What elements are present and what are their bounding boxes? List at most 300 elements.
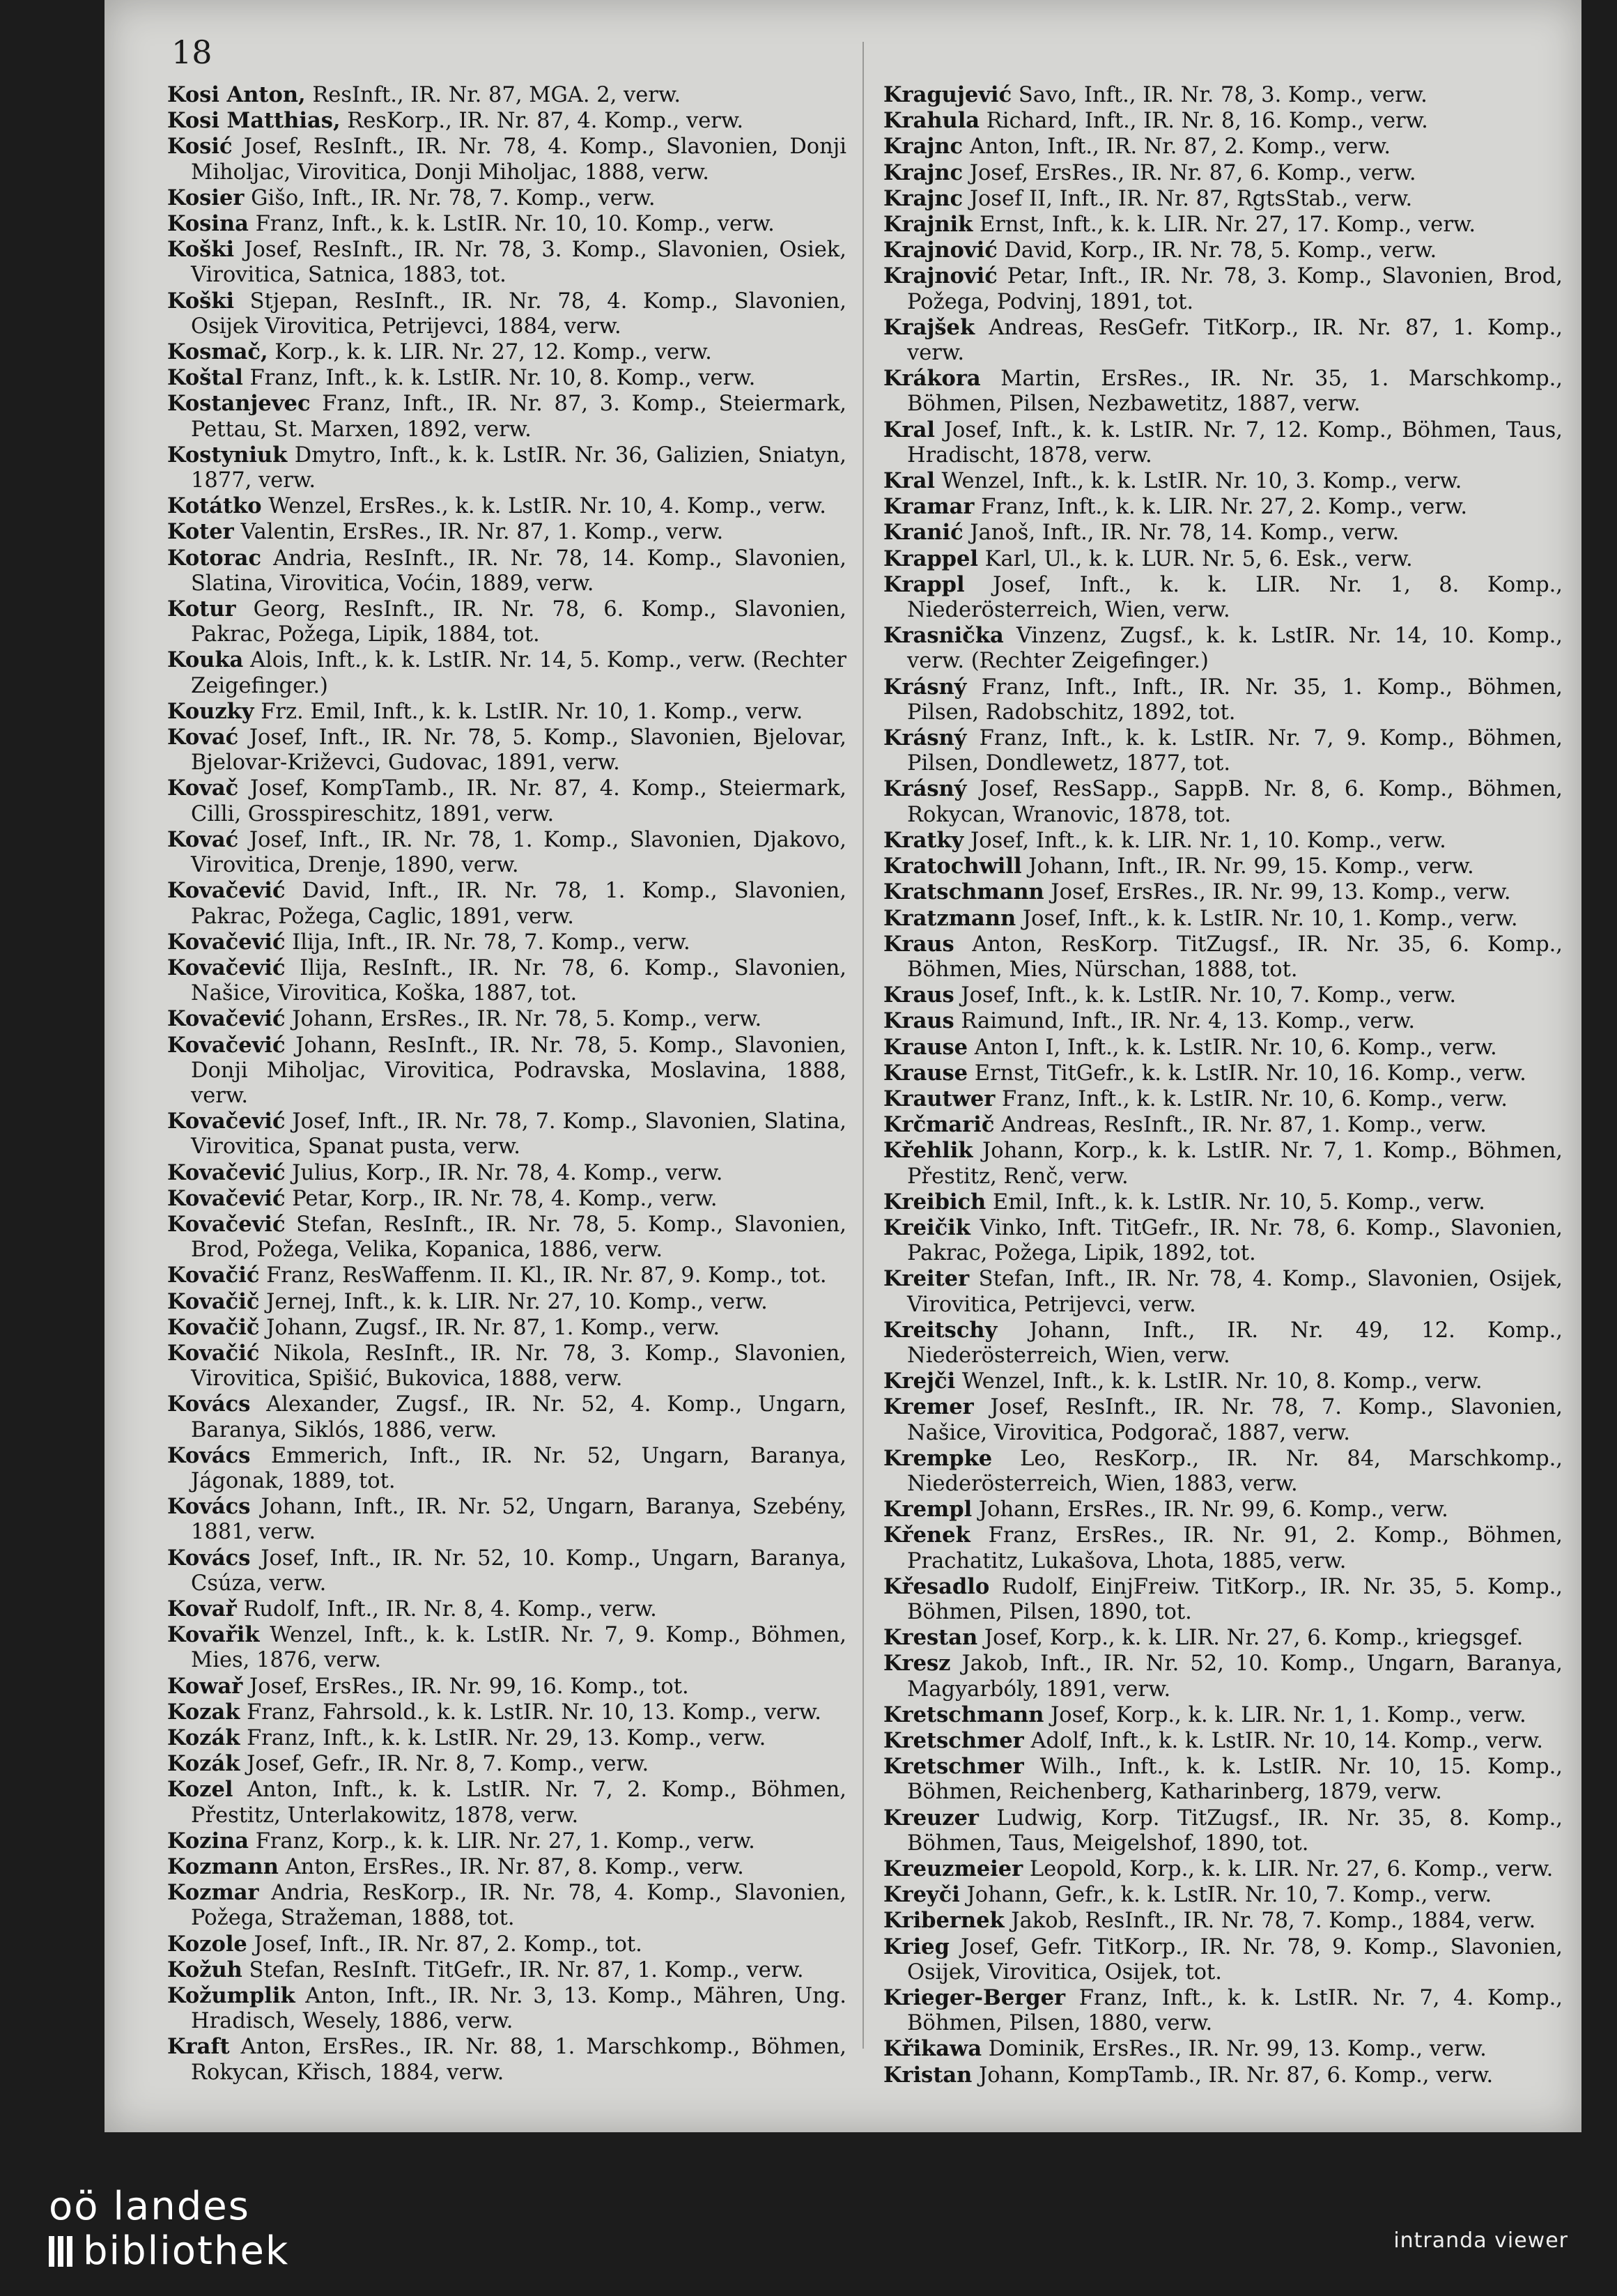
register-entry [883,2036,1563,2062]
entry-surname: Krajšek [883,314,975,340]
entry-details: Adolf, Inft., k. k. LstIR. Nr. 10, 14. Komp., verw. [1023,1729,1543,1753]
register-entry [883,160,1563,186]
entry-details: Emil, Inft., k. k. LstIR. Nr. 10, 5. Komp., verw. [986,1189,1485,1215]
entry-details: Stjepan, ResInft., IR. Nr. 78, 4. Komp., Slavonien, Osijek Virovitica, Petrijevci, 1884, verw. [191,288,846,339]
entry-surname: Krieg [883,1934,950,1959]
entry-surname: Kovač [167,776,239,801]
register-entry [883,675,1563,725]
entry-surname: Krásný [883,776,967,802]
register-entry [167,211,846,237]
entry-details: Franz, Korp., k. k. LIR. Nr. 27, 1. Komp., verw. [249,1828,755,1854]
entry-details: Josef, ResInft., IR. Nr. 78, 3. Komp., Slavonien, Osiek, Virovitica, Satnica, 1883, tot. [191,238,846,288]
entry-details: Ludwig, Korp. TitZugsf., IR. Nr. 35, 8. Komp., Böhmen, Taus, Meigelshof, 1890, tot. [907,1805,1563,1856]
register-entry [883,1497,1563,1523]
entry-surname: Kovačević [167,1109,286,1134]
entry-surname: Krieger-Berger [883,1985,1066,2011]
entry-details: Josef, Inft., IR. Nr. 78, 5. Komp., Slavonien, Bjelovar, Bjelovar-Križevci, Gudovac, 1891, verw. [191,725,846,776]
entry-details: Richard, Inft., IR. Nr. 8, 16. Komp., verw. [980,109,1428,134]
entry-details: Franz, ErsRes., IR. Nr. 91, 2. Komp., Böhmen, Prachatitz, Lukašova, Lhota, 1885, verw. [907,1523,1563,1573]
entry-details: Anton I, Inft., k. k. LstIR. Nr. 10, 6. Komp., verw. [968,1035,1497,1060]
entry-details: Wenzel, Inft., k. k. LstIR. Nr. 7, 9. Komp., Böhmen, Mies, 1876, verw. [191,1623,846,1673]
register-entry [883,134,1563,160]
entry-details: Wilh., Inft., k. k. LstIR. Nr. 10, 15. Komp., Böhmen, Reichenberg, Katharinberg, 1879, verw. [907,1755,1563,1805]
entry-details: Johann, Inft., IR. Nr. 99, 15. Komp., verw. [1021,854,1474,879]
register-entry [883,1394,1563,1445]
register-entry [883,1985,1563,2036]
register-entry [167,955,846,1006]
entry-details: David, Inft., IR. Nr. 78, 1. Komp., Slavonien, Pakrac, Požega, Caglic, 1891, verw. [191,879,846,929]
entry-details: Korp., k. k. LIR. Nr. 27, 12. Komp., verw. [268,340,712,365]
entry-surname: Kosić [167,134,233,160]
register-entry [883,776,1563,827]
entry-details: Julius, Korp., IR. Nr. 78, 4. Komp., verw. [285,1160,723,1185]
entry-details: Franz, Inft., k. k. LIR. Nr. 27, 2. Komp., verw. [974,495,1468,520]
entry-details: Josef, Inft., k. k. LIR. Nr. 1, 8. Komp., Niederösterreich, Wien, verw. [907,572,1563,623]
register-entry [883,1266,1563,1317]
register-entry [167,1212,846,1263]
register-entry [883,238,1563,263]
register-entry [167,1263,846,1288]
register-entry [883,1215,1563,1266]
register-entry [167,1341,846,1392]
entry-details: Franz, Inft., k. k. LstIR. Nr. 10, 10. Komp., verw. [248,212,775,237]
entry-surname: Kratochwill [883,854,1022,879]
entry-details: Frz. Emil, Inft., k. k. LstIR. Nr. 10, 1. Komp., verw. [254,699,803,724]
entry-surname: Kretschmer [883,1728,1024,1753]
entry-surname: Kozák [167,1751,240,1777]
entry-surname: Kozel [167,1777,233,1803]
entry-surname: Kovačević [167,1211,286,1237]
entry-details: Johann, KompTamb., IR. Nr. 87, 6. Komp., verw. [972,2063,1494,2088]
entry-details: Raimund, Inft., IR. Nr. 4, 13. Komp., verw. [954,1009,1416,1034]
register-entry [167,1700,846,1725]
entry-surname: Kozole [167,1931,247,1957]
entry-details: Petar, Korp., IR. Nr. 78, 4. Komp., verw. [285,1186,718,1211]
entry-surname: Krempl [883,1497,973,1523]
register-entry [883,1625,1563,1651]
entry-details: Josef, Inft., k. k. LIR. Nr. 1, 10. Komp., verw. [964,828,1446,853]
entry-details: Alexander, Zugsf., IR. Nr. 52, 4. Komp., Ungarn, Baranya, Siklós, 1886, verw. [191,1392,846,1442]
entry-surname: Kranić [883,520,964,546]
entry-surname: Kotur [167,596,236,622]
register-entry [167,1160,846,1186]
register-entry [883,1112,1563,1138]
entry-details: Gišo, Inft., IR. Nr. 78, 7. Komp., verw. [244,185,656,210]
entry-details: Josef, Inft., k. k. LstIR. Nr. 10, 7. Komp., verw. [954,983,1457,1008]
entry-details: Ilija, Inft., IR. Nr. 78, 7. Komp., verw. [285,930,690,955]
entry-details: David, Korp., IR. Nr. 78, 5. Komp., verw. [997,238,1437,263]
entry-surname: Křenek [883,1523,970,1548]
entry-details: Franz, Inft., k. k. LstIR. Nr. 7, 9. Komp., Böhmen, Pilsen, Dondlewetz, 1877, tot. [907,726,1563,776]
entry-surname: Kovařik [167,1622,260,1648]
register-entry [167,596,846,647]
entry-surname: Kovačević [167,1185,286,1211]
entry-surname: Kovačič [167,1314,260,1340]
register-entry [883,1702,1563,1728]
register-entry [883,263,1563,314]
register-entry [883,1189,1563,1215]
entry-surname: Kovačević [167,1006,286,1032]
scanned-page [105,0,1581,2132]
entry-details: Nikola, ResInft., IR. Nr. 78, 3. Komp., Slavonien, Virovitica, Spišić, Bukovica, 1888, verw. [191,1341,846,1392]
entry-surname: Kribernek [883,1908,1005,1934]
entry-details: Rudolf, Inft., IR. Nr. 8, 4. Komp., verw. [236,1596,657,1621]
register-entry [167,237,846,288]
entry-surname: Koški [167,288,235,314]
register-entry [883,366,1563,417]
register-entry [883,468,1563,494]
entry-details: Anton, Inft., IR. Nr. 87, 2. Komp., verw. [963,134,1391,160]
register-entry [167,1854,846,1880]
entry-surname: Kovács [167,1442,251,1468]
entry-surname: Krause [883,1034,968,1060]
entry-surname: Kostyniuk [167,442,288,468]
register-entry [167,1957,846,1983]
entry-surname: Kratschmann [883,879,1044,905]
register-entry [167,1880,846,1931]
entry-details: Franz, Inft., k. k. LstIR. Nr. 29, 13. Komp., verw. [240,1726,766,1750]
entry-details: Ilija, ResInft., IR. Nr. 78, 6. Komp., Slavonien, Našice, Virovitica, Koška, 1887, tot. [191,955,846,1006]
entry-details: Petar, Inft., IR. Nr. 78, 3. Komp., Slavonien, Brod, Požega, Podvinj, 1891, tot. [907,264,1563,314]
entry-surname: Kovačić [167,1263,260,1288]
entry-surname: Krappel [883,546,978,571]
viewer-label: intranda viewer [1393,2228,1568,2253]
page-number: 18 [171,33,212,71]
entry-details: Johann, Inft., IR. Nr. 49, 12. Komp., Niederösterreich, Wien, verw. [907,1318,1563,1368]
entry-surname: Kovács [167,1392,251,1417]
register-entry [167,1777,846,1828]
register-entry [883,1138,1563,1189]
register-entry [167,288,846,339]
register-entry [167,647,846,698]
register-entry [167,1932,846,1957]
entry-details: Janoš, Inft., IR. Nr. 78, 14. Komp., verw. [963,521,1400,546]
register-entry [167,1443,846,1494]
register-entry [883,1934,1563,1985]
entry-surname: Kovačević [167,878,286,904]
register-entry [883,186,1563,212]
register-entry [167,827,846,878]
register-entry [167,1392,846,1442]
entry-details: Jakob, Inft., IR. Nr. 52, 10. Komp., Ungarn, Baranya, Magyarbóly, 1891, verw. [907,1651,1563,1702]
register-entry [883,1446,1563,1497]
register-entry [883,1908,1563,1934]
entry-details: Johann, Inft., IR. Nr. 52, Ungarn, Baranya, Szebény, 1881, verw. [191,1495,846,1545]
entry-surname: Kozák [167,1725,240,1750]
entry-surname: Kovács [167,1494,251,1520]
register-entry [883,983,1563,1008]
register-entry [883,1369,1563,1394]
logo-line-2: bibliothek [83,2228,290,2274]
entry-details: Savo, Inft., IR. Nr. 78, 3. Komp., verw. [1012,83,1428,107]
entry-surname: Kozmann [167,1854,279,1880]
entry-details: Jakob, ResInft., IR. Nr. 78, 7. Komp., 1884, verw. [1004,1909,1536,1934]
entry-details: Andreas, ResGefr. TitKorp., IR. Nr. 87, 1. Komp., verw. [907,315,1563,366]
register-entry [883,1318,1563,1369]
register-entry [167,1751,846,1777]
entry-details: Alois, Inft., k. k. LstIR. Nr. 14, 5. Komp., verw. (Rechter Zeigefinger.) [191,648,846,698]
register-entry [883,494,1563,520]
entry-surname: Kretschmer [883,1754,1024,1780]
entry-surname: Kouka [167,647,244,673]
entry-surname: Kosier [167,185,245,210]
entry-details: Emmerich, Inft., IR. Nr. 52, Ungarn, Baranya, Jágonak, 1889, tot. [191,1443,846,1493]
entry-surname: Kovař [167,1596,237,1621]
register-entry [883,1523,1563,1573]
register-entry [167,134,846,185]
entry-surname: Kratzmann [883,905,1016,931]
register-entry [167,1596,846,1622]
entry-details: Leopold, Korp., k. k. LIR. Nr. 27, 6. Komp., verw. [1023,1857,1554,1882]
entry-surname: Kragujević [883,82,1012,107]
entry-surname: Krause [883,1060,968,1086]
entry-surname: Krajnik [883,212,973,238]
register-entry [883,1086,1563,1112]
entry-details: Josef, Inft., k. k. LstIR. Nr. 10, 1. Komp., verw. [1016,906,1518,931]
register-entry [167,1006,846,1032]
entry-surname: Kraus [883,931,954,957]
register-entry [883,572,1563,623]
entry-surname: Kreyči [883,1882,960,1908]
register-entry [883,315,1563,366]
entry-surname: Kreuzer [883,1805,979,1831]
entry-details: Johann, ResInft., IR. Nr. 78, 5. Komp., Slavonien, Donji Miholjac, Virovitica, Podravska, Moslavina, 1888, verw. [191,1033,846,1108]
entry-details: Johann, Zugsf., IR. Nr. 87, 1. Komp., verw. [259,1315,720,1340]
register-entry [883,1574,1563,1625]
entry-surname: Krautwer [883,1086,996,1111]
entry-details: Franz, Inft., k. k. LstIR. Nr. 10, 6. Komp., verw. [995,1086,1508,1111]
register-entry [883,546,1563,572]
register-entry [883,1651,1563,1702]
entry-surname: Kramar [883,494,975,520]
entry-surname: Kovać [167,826,239,852]
entry-surname: Koški [167,237,235,263]
entry-details: Franz, Inft., Inft., IR. Nr. 35, 1. Komp., Böhmen, Pilsen, Radobschitz, 1892, tot. [907,675,1563,725]
entry-details: Andria, ResInft., IR. Nr. 78, 14. Komp., Slavonien, Slatina, Virovitica, Voćin, 1889, verw. [191,546,846,596]
register-entry [167,776,846,826]
entry-surname: Kotorac [167,545,262,571]
entry-surname: Kotátko [167,493,262,519]
entry-details: Wenzel, ErsRes., k. k. LstIR. Nr. 10, 4. Komp., verw. [261,494,826,519]
entry-surname: Krajnc [883,185,964,211]
register-entry [883,2063,1563,2088]
entry-surname: Kreuzmeier [883,1856,1023,1882]
entry-surname: Kovačević [167,1032,286,1058]
entry-details: Josef, ErsRes., IR. Nr. 87, 6. Komp., verw. [963,160,1416,185]
entry-details: Dominik, ErsRes., IR. Nr. 99, 13. Komp., verw. [982,2037,1487,2062]
entry-details: Dmytro, Inft., k. k. LstIR. Nr. 36, Galizien, Sniatyn, 1877, verw. [191,442,846,493]
entry-surname: Kosina [167,211,249,237]
entry-surname: Kouzky [167,698,254,724]
entry-surname: Kretschmann [883,1702,1044,1727]
register-entry [883,906,1563,932]
entry-surname: Kraft [167,2034,230,2060]
register-entry [883,1882,1563,1908]
register-entry [167,442,846,493]
entry-surname: Kral [883,417,935,442]
register-entry [167,1828,846,1854]
entry-details: Ernst, TitGefr., k. k. LstIR. Nr. 10, 16. Komp., verw. [968,1061,1526,1086]
entry-details: Wenzel, Inft., k. k. LstIR. Nr. 10, 3. Komp., verw. [934,469,1462,494]
entry-surname: Krestan [883,1625,978,1651]
entry-details: Josef, ErsRes., IR. Nr. 99, 13. Komp., verw. [1044,880,1511,905]
register-entry [883,1754,1563,1805]
register-entry [883,623,1563,674]
entry-details: Johann, ErsRes., IR. Nr. 78, 5. Komp., verw. [285,1007,762,1032]
entry-surname: Kral [883,468,935,494]
entry-details: Stefan, ResInft., IR. Nr. 78, 5. Komp., Slavonien, Brod, Požega, Velika, Kopanica, 1886, verw. [191,1212,846,1263]
entry-surname: Krásný [883,674,967,700]
register-entry [167,1546,846,1596]
entry-details: Josef, Korp., k. k. LIR. Nr. 1, 1. Komp., verw. [1044,1702,1526,1727]
entry-surname: Krásný [883,725,967,751]
entry-details: Josef II, Inft., IR. Nr. 87, RgtsStab., verw. [963,186,1413,211]
entry-details: Anton, ErsRes., IR. Nr. 88, 1. Marschkomp., Böhmen, Rokycan, Křisch, 1884, verw. [191,2035,846,2085]
entry-surname: Kozmar [167,1880,259,1906]
register-entry [167,1033,846,1109]
entry-surname: Kremer [883,1394,974,1420]
entry-details: Josef, ResInft., IR. Nr. 78, 4. Komp., Slavonien, Donji Miholjac, Virovitica, Donji Miholjac, 1888, verw. [191,134,846,185]
entry-details: Josef, Inft., IR. Nr. 78, 7. Komp., Slavonien, Slatina, Virovitica, Spanat pusta, verw. [191,1109,846,1159]
left-column [167,82,846,2086]
entry-details: Josef, Korp., k. k. LIR. Nr. 27, 6. Komp., kriegsgef. [977,1626,1524,1651]
entry-details: Anton, ErsRes., IR. Nr. 87, 8. Komp., verw. [278,1855,744,1880]
entry-details: Josef, Gefr. TitKorp., IR. Nr. 78, 9. Komp., Slavonien, Osijek, Virovitica, Osijek, tot. [907,1934,1563,1985]
register-entry [883,828,1563,854]
library-logo [49,2185,289,2274]
entry-surname: Kosmač, [167,339,268,365]
entry-details: Franz, Fahrsold., k. k. LstIR. Nr. 10, 13. Komp., verw. [240,1700,821,1725]
register-entry [167,365,846,391]
register-entry [167,108,846,134]
entry-details: Josef, ErsRes., IR. Nr. 99, 16. Komp., tot. [242,1674,689,1699]
entry-surname: Kreitschy [883,1317,998,1343]
register-entry [883,1856,1563,1882]
register-entry [883,725,1563,776]
register-entry [883,932,1563,983]
register-entry [167,339,846,365]
entry-details: Franz, Inft., IR. Nr. 87, 3. Komp., Steiermark, Pettau, St. Marxen, 1892, verw. [191,392,846,442]
entry-details: Vinko, Inft. TitGefr., IR. Nr. 78, 6. Komp., Slavonien, Pakrac, Požega, Lipik, 1892, tot. [907,1215,1563,1266]
entry-details: Franz, ResWaffenm. II. Kl., IR. Nr. 87, 9. Komp., tot. [259,1263,827,1288]
entry-surname: Křehlik [883,1138,973,1164]
register-entry [167,391,846,442]
register-entry [167,725,846,776]
entry-surname: Kreibich [883,1189,987,1215]
entry-surname: Křesadlo [883,1573,990,1599]
register-entry [883,82,1563,108]
entry-details: Josef, Inft., IR. Nr. 87, 2. Komp., tot. [247,1932,642,1957]
entry-surname: Kovačević [167,1159,286,1185]
entry-details: Wenzel, Inft., k. k. LstIR. Nr. 10, 8. Komp., verw. [955,1369,1483,1394]
entry-details: Leo, ResKorp., IR. Nr. 84, Marschkomp., Niederösterreich, Wien, 1883, verw. [907,1446,1563,1496]
register-entry [167,1622,846,1673]
entry-details: Rudolf, EinjFreiw. TitKorp., IR. Nr. 35, 5. Komp., Böhmen, Pilsen, 1890, tot. [907,1574,1563,1624]
entry-details: Valentin, ErsRes., IR. Nr. 87, 1. Komp., verw. [233,520,724,545]
entry-details: Vinzenz, Zugsf., k. k. LstIR. Nr. 14, 10. Komp., verw. (Rechter Zeigefinger.) [907,624,1563,674]
register-entry [167,930,846,955]
entry-surname: Kovács [167,1545,251,1571]
register-entry [167,2034,846,2085]
entry-details: Andria, ResKorp., IR. Nr. 78, 4. Komp., Slavonien, Požega, Stražeman, 1888, tot. [191,1881,846,1931]
entry-surname: Kozina [167,1828,249,1854]
register-entry [883,1035,1563,1061]
register-entry [167,1983,846,2034]
entry-surname: Kosi Anton, [167,82,306,107]
entry-details: Anton, ResKorp. TitZugsf., IR. Nr. 35, 6. Komp., Böhmen, Mies, Nürschan, 1888, tot. [907,932,1563,982]
register-entry [167,546,846,596]
register-entry [883,1008,1563,1034]
entry-details: Josef, Inft., IR. Nr. 78, 1. Komp., Slavonien, Djakovo, Virovitica, Drenje, 1890, verw. [191,827,846,878]
entry-details: Josef, Inft., IR. Nr. 52, 10. Komp., Ungarn, Baranya, Csúza, verw. [191,1546,846,1596]
register-entry [167,1494,846,1545]
register-entry [883,1061,1563,1086]
entry-details: Andreas, ResInft., IR. Nr. 87, 1. Komp., verw. [994,1113,1487,1138]
register-entry [167,878,846,929]
entry-surname: Kristan [883,2062,973,2088]
entry-surname: Křikawa [883,2036,982,2062]
logo-line-1: oö landes [49,2184,250,2229]
logo-line-2-wrap [49,2229,289,2274]
entry-details: Ernst, Inft., k. k. LIR. Nr. 27, 17. Komp., verw. [973,213,1476,238]
entry-details: Martin, ErsRes., IR. Nr. 35, 1. Marschkomp., Böhmen, Pilsen, Nezbawetitz, 1887, verw. [907,367,1563,417]
register-entry [167,1109,846,1159]
register-entry [883,1805,1563,1856]
entry-surname: Krákora [883,366,981,392]
register-entry [883,854,1563,879]
entry-details: Georg, ResInft., IR. Nr. 78, 6. Komp., Slavonien, Pakrac, Požega, Lipik, 1884, tot. [191,597,846,647]
entry-surname: Kreiter [883,1266,970,1292]
register-entry [167,1315,846,1341]
entry-surname: Kožumplik [167,1983,295,2009]
register-entry [167,1674,846,1700]
register-entry [883,520,1563,546]
entry-surname: Kresz [883,1651,951,1677]
register-entry [167,1186,846,1212]
entry-surname: Krajnc [883,160,964,185]
entry-surname: Kovačić [167,1340,260,1366]
entry-surname: Kovačević [167,929,286,955]
entry-surname: Krčmarič [883,1112,995,1138]
register-entry [167,1725,846,1751]
logo-bars-icon [49,2229,76,2274]
entry-details: Franz, Inft., k. k. LstIR. Nr. 7, 4. Komp., Böhmen, Pilsen, 1880, verw. [907,1986,1563,2036]
entry-surname: Krempke [883,1445,993,1471]
entry-surname: Krasnička [883,623,1004,649]
entry-details: Josef, KompTamb., IR. Nr. 87, 4. Komp., Steiermark, Cilli, Grosspireschitz, 1891, verw. [191,776,846,826]
register-entry [883,879,1563,905]
entry-details: Josef, ResSapp., SappB. Nr. 8, 6. Komp., Böhmen, Rokycan, Wranovic, 1878, tot. [907,777,1563,827]
register-entry [167,519,846,545]
register-entry [883,1728,1563,1754]
entry-surname: Kraus [883,983,954,1008]
entry-details: Johann, Korp., k. k. LstIR. Nr. 7, 1. Komp., Böhmen, Přestitz, Renč, verw. [907,1139,1563,1189]
entry-surname: Kostanjevec [167,391,311,417]
entry-surname: Kowař [167,1673,243,1699]
right-column [883,82,1563,2088]
register-entry [167,493,846,519]
register-entry [167,185,846,211]
register-entry [883,417,1563,468]
entry-surname: Kratky [883,827,964,853]
entry-details: Franz, Inft., k. k. LstIR. Nr. 10, 8. Komp., verw. [242,366,756,391]
entry-surname: Krajnović [883,238,998,263]
entry-details: Stefan, Inft., IR. Nr. 78, 4. Komp., Slavonien, Osijek, Virovitica, Petrijevci, verw. [907,1267,1563,1317]
entry-surname: Kovać [167,725,239,750]
entry-surname: Krajnc [883,134,964,160]
entry-surname: Kožuh [167,1957,242,1982]
entry-surname: Koter [167,519,234,545]
